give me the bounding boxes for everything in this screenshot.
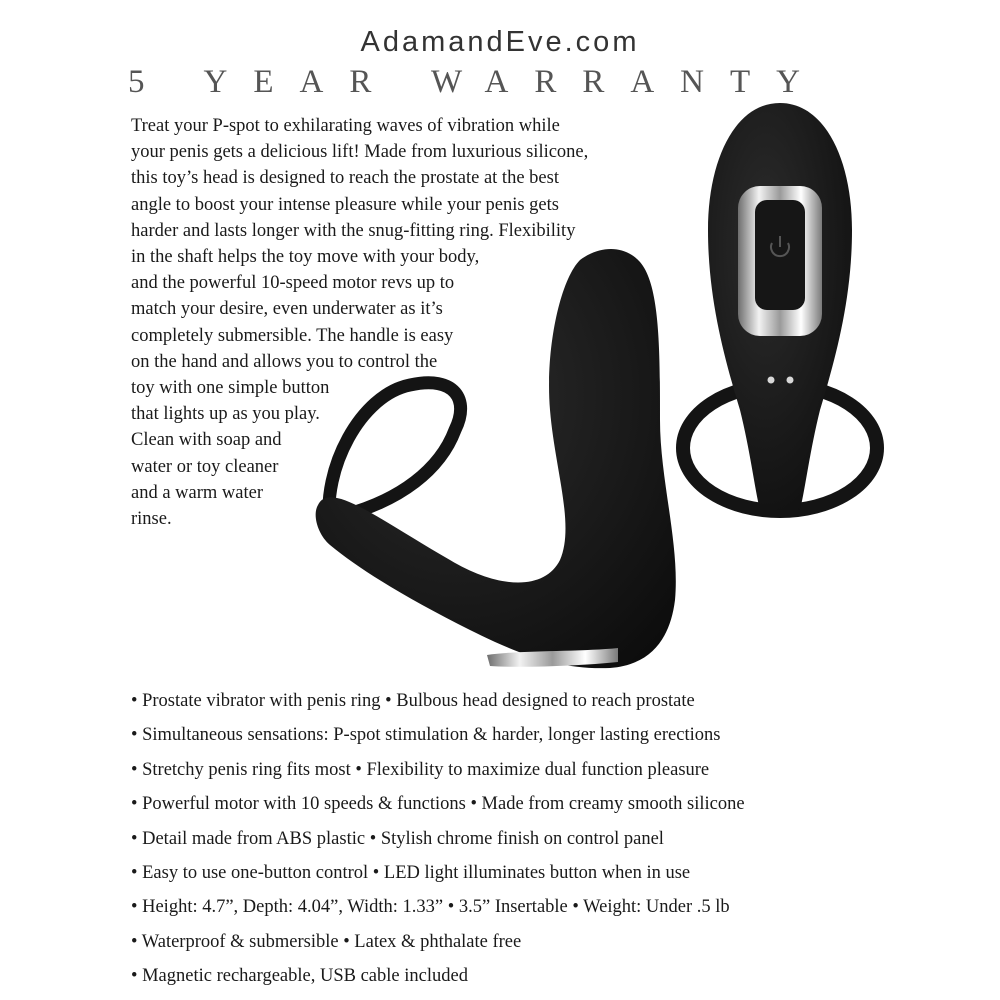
feature-item: • Powerful motor with 10 speeds & functions • Made from creamy smooth silicone [131,794,745,815]
description-line: and the powerful 10-speed motor revs up to [131,273,455,294]
description-line: harder and lasts longer with the snug-fitting ring. Flexibility [131,220,576,241]
feature-item: • Easy to use one-button control • LED light illuminates button when in use [131,863,691,884]
charge-contact-left [768,377,775,384]
product-front-view [683,103,877,511]
description-line: water or toy cleaner [131,456,279,477]
description-line: completely submersible. The handle is easy [131,325,454,346]
description-line: and a warm water [131,482,264,503]
description-line: in the shaft helps the toy move with your body, [131,247,480,268]
feature-item: • Stretchy penis ring fits most • Flexibility to maximize dual function pleasure [131,759,710,780]
description-line: Clean with soap and [131,430,282,451]
description-line: on the hand and allows you to control the [131,351,438,372]
description-line: angle to boost your intense pleasure while your penis gets [131,194,559,215]
description-line: Treat your P-spot to exhilarating waves of vibration while [131,116,560,136]
feature-item: • Prostate vibrator with penis ring • Bulbous head designed to reach prostate [131,691,695,711]
description-line: this toy’s head is designed to reach the prostate at the best [131,168,559,189]
feature-item: • Waterproof & submersible • Latex & phthalate free [131,931,522,952]
feature-item: • Detail made from ABS plastic • Stylish chrome finish on control panel [131,828,664,849]
feature-item: • Height: 4.7”, Depth: 4.04”, Width: 1.33” • 3.5” Insertable • Weight: Under .5 lb [131,897,730,918]
front-button-panel [755,200,805,310]
description-line: match your desire, even underwater as it’s [131,299,443,320]
description-line: rinse. [131,509,172,530]
warranty-heading: 5 YEAR WARRANTY [128,64,827,100]
product-description [131,113,588,532]
feature-item: • Magnetic rechargeable, USB cable included [131,966,468,987]
charge-contact-right [787,377,794,384]
description-line: your penis gets a delicious lift! Made from luxurious silicone, [131,142,589,163]
feature-item: • Simultaneous sensations: P-spot stimulation & harder, longer lasting erections [131,725,721,746]
site-name: AdamandEve.com [360,26,640,58]
feature-list [131,684,745,994]
description-line: that lights up as you play. [131,404,320,425]
description-line: toy with one simple button [131,378,330,399]
